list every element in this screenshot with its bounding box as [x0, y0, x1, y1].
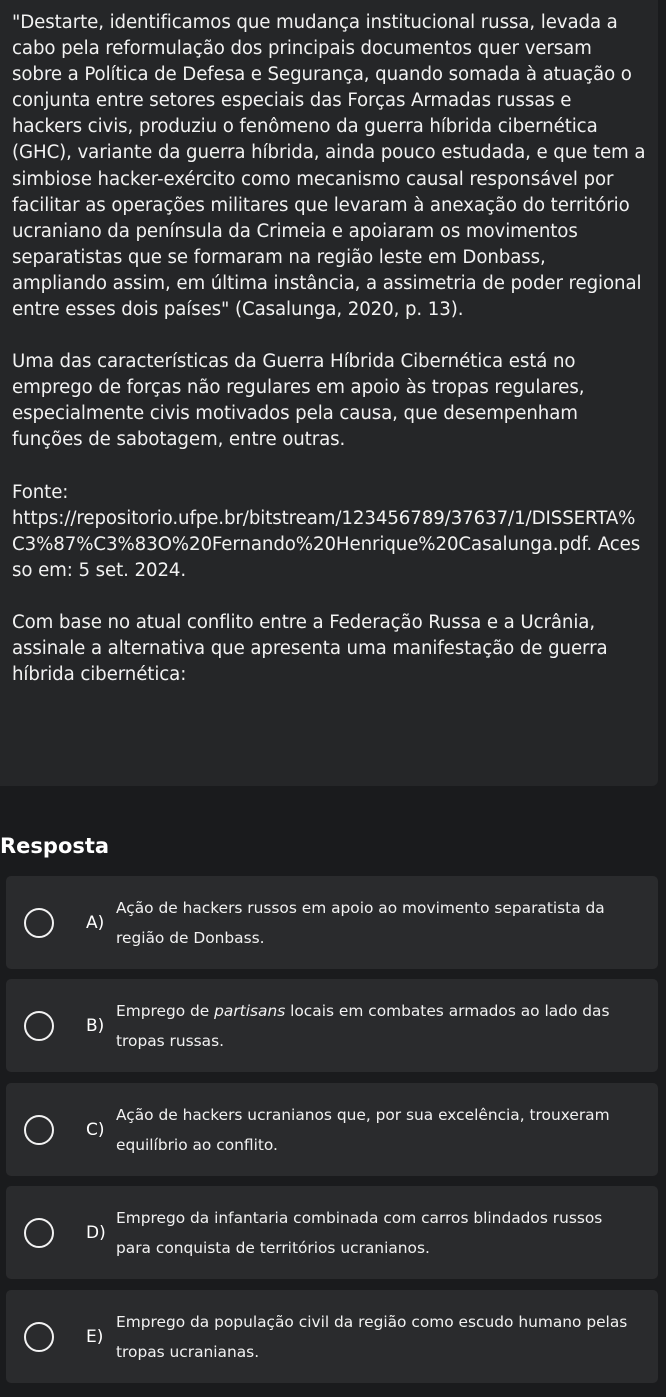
question-quote: "Destarte, identificamos que mudança institucional russa, levada a cabo pela reformulação dos principais documentos quer versam sobre a Política de Defesa e Segurança, quando somada à atuação o conjunta entre setores especiais das Forças Armadas russas e hackers civis, produziu o fenômeno da guerra híbrida cibernética (GHC), variante da guerra híbrida, ainda pouco estudada, e que tem a simbiose hacker-exército como mecanismo causal responsável por facilitar as operações militares que levaram à anexação do território ucraniano da península da Crimeia e apoiaram os movimentos separatistas que se formaram na região leste em Donbass, ampliando assim, em última instância, a assimetria de poder regional entre esses dois países" (Casalunga, 2020, p. 13).: [12, 12, 646, 321]
question-prompt: Com base no atual conflito entre a Federação Russa e a Ucrânia, assinale a alternativa que apresenta uma manifestação de guerra híbrida cibernética:: [12, 611, 608, 686]
option-text-part: Emprego de: [116, 1001, 215, 1020]
option-c[interactable]: [6, 1083, 658, 1176]
option-e[interactable]: [6, 1290, 658, 1383]
option-text: Emprego da população civil da região como escudo humano pelas tropas ucranianas.: [116, 1312, 628, 1361]
option-b[interactable]: [6, 979, 658, 1072]
source-url: https://repositorio.ufpe.br/bitstream/123456789/37637/1/DISSERTA%C3%87%C3%83O%20Fernando%20Henrique%20Casalunga.pdf.: [12, 507, 636, 555]
option-letter: B): [86, 1015, 105, 1036]
option-text: Ação de hackers russos em apoio ao movimento separatista da região de Donbass.: [116, 898, 605, 947]
question-paragraph: Uma das características da Guerra Híbrida Cibernética está no emprego de forças não regulares em apoio às tropas regulares, especialmente civis motivados pela causa, que desempenham funções de sabotagem, entre outras.: [12, 351, 585, 451]
source-label: Fonte:: [12, 481, 69, 503]
option-d[interactable]: [6, 1186, 658, 1279]
radio-circle-icon[interactable]: [24, 1218, 54, 1248]
option-letter: E): [86, 1326, 104, 1347]
radio-circle-icon[interactable]: [24, 1115, 54, 1145]
option-letter: D): [86, 1222, 106, 1243]
option-text: [116, 996, 640, 1056]
radio-circle-icon[interactable]: [24, 908, 54, 938]
option-text-italic: partisans: [214, 1001, 286, 1020]
radio-circle-icon[interactable]: [24, 1322, 54, 1352]
option-a[interactable]: [6, 876, 658, 969]
question-source: [12, 480, 646, 584]
option-text-part: locais em combates armados ao lado das tropas russas.: [116, 1001, 610, 1050]
option-text: Emprego da infantaria combinada com carros blindados russos para conquista de territórios ucranianos.: [116, 1208, 603, 1257]
option-text: Ação de hackers ucranianos que, por sua excelência, trouxeram equilíbrio ao conflito.: [116, 1105, 610, 1154]
radio-circle-icon[interactable]: [24, 1011, 54, 1041]
option-letter: C): [86, 1119, 105, 1140]
option-letter: A): [86, 912, 105, 933]
source-access: Acesso em: 5 set. 2024.: [12, 533, 641, 581]
answer-title: Resposta: [0, 834, 110, 858]
